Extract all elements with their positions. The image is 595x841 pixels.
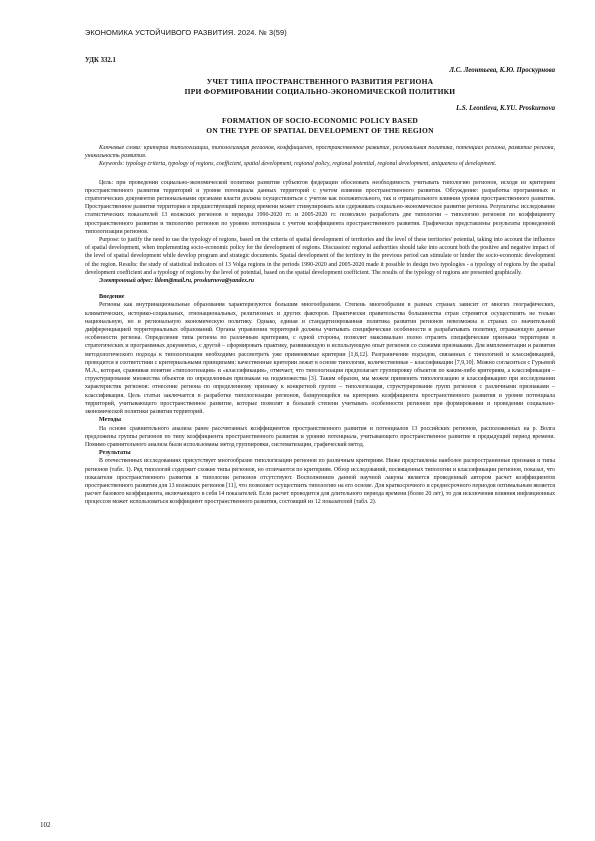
udc-code: УДК 332.1	[85, 57, 116, 64]
title-en	[85, 116, 555, 135]
section-intro-heading: Введение	[99, 294, 125, 301]
authors-en: L.S. Leontieva, K.YU. Proskurnova	[456, 105, 555, 112]
section-methods-heading: Методы	[99, 417, 122, 424]
abstract-ru: Цель: при проведении социально-экономической политики развития субъектов федерации обосновать необходимость учитывать типологию регионов, исходя из критериев пространственного развития территорий и уровня потенциала данных территорий с учетом влияния пространственного развития. Обсуждение: разработка программных и стратегических документов региональными органами власти должна осуществляться с учетом как положительного, так и отрицательного влияния уровня пространственного развития. Пространственное развитие территории в предшествующий период времени может стимулировать или сдерживать социально-экономическое развитие региона. Результаты: исследование статистических показателей 13 волжских регионов в периоды 1990-2020 гг. и 2005-2020 гг. позволило разработать две типологии – типологию регионов по коэффициенту пространственного развития и типологию регионов по уровню потенциала с учетом коэффициента пространственного развития. Графически представлены результаты проведенной типологизации регионов.	[85, 179, 555, 235]
authors-ru: Л.С. Леонтьева, К.Ю. Проскурнова	[449, 67, 555, 74]
page-number: 102	[40, 821, 51, 829]
keywords-en: Keywords: typology criteria, typology of regions, coefficient, spatial development, regional policy, regional potential, regional development, uniqueness of development.	[99, 161, 497, 168]
running-header: ЭКОНОМИКА УСТОЙЧИВОГО РАЗВИТИЯ. 2024. № 3(59)	[85, 28, 287, 37]
author-email: Электронный адрес: lldom@mail.ru, proskurnova@yandex.ru	[99, 278, 255, 285]
title-ru-line2: ПРИ ФОРМИРОВАНИИ СОЦИАЛЬНО-ЭКОНОМИЧЕСКОЙ ПОЛИТИКИ	[184, 86, 456, 96]
intro-paragraph: Регионы как внутринациональные образования характеризуются большим многообразием. Степень многообразия в разных странах зависит от многих географических, климатических, историко-социальных, этнонациональных, религиозных и других факторов. Практически правительства большинства стран стремятся осуществлять не только национальную, но и региональную экономическую политику. Однако, единая и стандартизированная политика развития регионов невозможна в странах со значительной дифференциацией территориальных образований. Органы управления территорий должны учитывать специфические особенности и разрабатывать политику, отражающую данные особенности региона. Определение типа региона по различным критериям, с одной стороны, позволит максимально полно отразить специфические признаки территории в стратегических и программных документах, с другой – сформировать практику, развивающую и использующую опыт регионов со схожими признаками. Для имплементации и развития методологического подхода к типологизации необходимо рассмотреть уже применяемые критерии [1,8,12]. Разграничение подходов, связанных с типологией и классификацией, проводится в соответствии с критериальными принципами: качественные критерии лежат в основе типологии, количественные – классификации [7,9,10]. Можно согласиться с Гурьевой М.А., которая, сравнивая понятия «типологизация» и «классификация», отмечает, что типологизация предполагает группировку объектов по каким-либо критериям, а классификация – структурирование множества объектов по определенным признакам на подмножества [3]. Таким образом, мы можем применить типологизацию и классификацию при исследовании характеристик регионов: отнесение региона по определенному признаку к конкретной группе – типологизация, структурирование групп регионов с различными признаками – классификация. Цель статьи заключается в разработке типологизации регионов, базирующейся на критериях коэффициента пространственного развития и уровня потенциала территорий, учитывающего пространственное развитие, которые позволят в большей степени учитывать особенности регионов при формировании и проведении социально-экономической политики развития территорий.	[85, 302, 555, 416]
methods-paragraph: На основе сравнительного анализа ранее рассчитанных коэффициентов пространственного развития и потенциалов 13 российских регионов, расположенных на р. Волга предложены группы регионов по типу коэффициента пространственного развития и уровню потенциала, учитывающего пространственное развитие в предыдущий период времени. Помимо сравнительного анализа были использованы метод группировки, систематизации, графический метод.	[85, 425, 555, 448]
title-ru	[85, 77, 555, 96]
title-en-line2: ON THE TYPE OF SPATIAL DEVELOPMENT OF THE REGION	[206, 125, 434, 135]
title-en-line1: FORMATION OF SOCIO-ECONOMIC POLICY BASED	[221, 116, 419, 125]
results-paragraph: В отечественных исследованиях присутствует многообразие типологизации регионов по различным критериям. Ниже представлены наиболее распространенные признаки и типы регионов (табл. 1). Ряд типологий содержит схожие типы регионов, но отличаются по критериям. Обзор исследований, посвященных типологии и классификации регионов, показал, что показатели пространственного развития в типологии регионов отсутствуют. Восполнением данной научной лакуны является проведенный автором расчет коэффициентов пространственного развития для 13 волжских регионов [11], что позволяет осуществить типологию на его основе. Для краткосрочного и среднесрочного периодов оптимальным является расчет базового коэффициента, включающего в себя 14 показателей. Если расчет проводится для длительного периода времени (более 20 лет), то для исключения влияния инфляционных процессов может использоваться коэффициент пространственного развития, состоящий из 12 показателей (табл. 2).	[85, 458, 555, 506]
abstract-en: Purpose: to justify the need to use the typology of regions, based on the criteria of spatial development of territories and the level of these territories' potential, taking into account the influence of spatial development, when implementing socio-economic policy for the development of regions. Discussion: regional authorities should take into account both the positive and negative impact of the level of spatial development while develop program and strategic documents. Spatial development of the territory in the previous period can stimulate or hinder the socio-economic development of the region. Results: the study of statistical indicators of 13 Volga regions in the periods 1990-2020 and 2005-2020 made it possible to design two typologies - a typology of regions by the spatial development coefficient and a typology of regions by the level of potential, based on the spatial development coefficient. The results of the typology of regions are presented graphically.	[85, 237, 555, 276]
title-ru-line1: УЧЕТ ТИПА ПРОСТРАНСТВЕННОГО РАЗВИТИЯ РЕГИОНА	[206, 77, 434, 86]
section-results-heading: Результаты	[99, 450, 131, 457]
keywords-ru: Ключевые слова: критерии типологизации, типологизация регионов, коэффициент, пространственное развитие, региональная политика, потенциал региона, развитие региона, уникальность развития.	[85, 145, 555, 160]
